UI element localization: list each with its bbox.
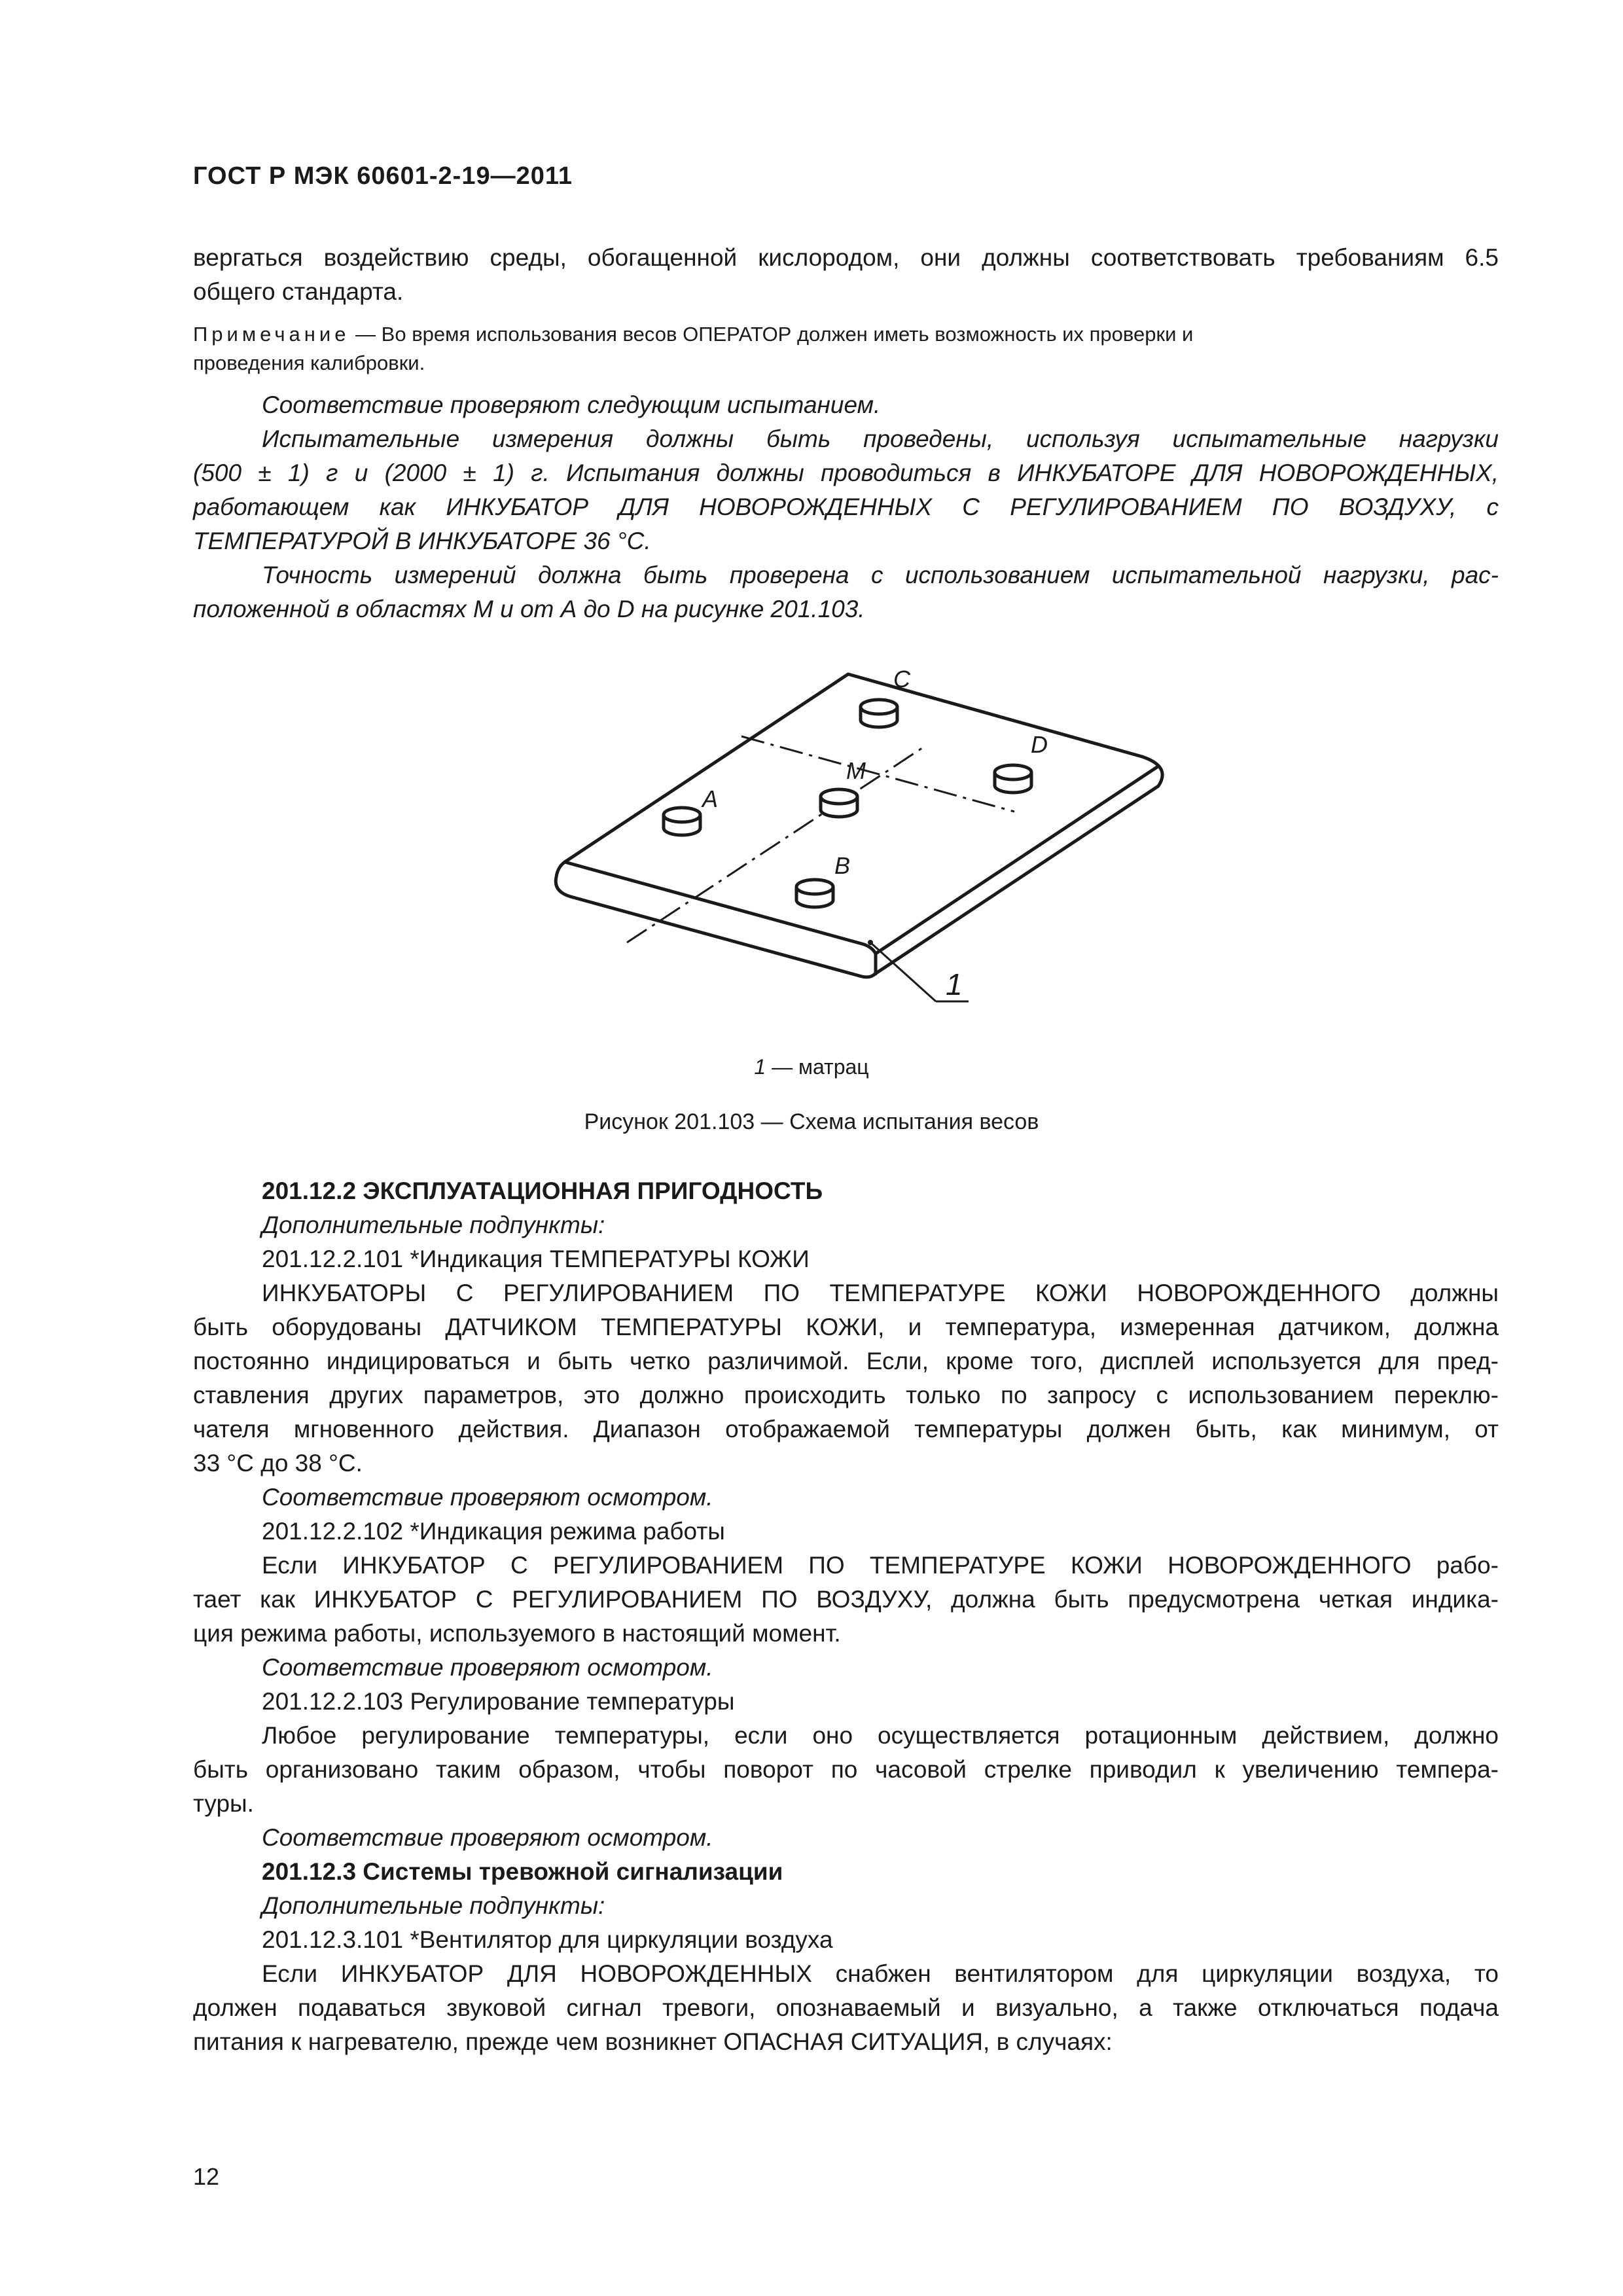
s1-q-line-2: тает как ИНКУБАТОР С РЕГУЛИРОВАНИЕМ ПО ВОЗДУХУ, должна быть предусмотрена четкая индика- [193,1586,1499,1613]
scale-test-figure [517,651,1211,1050]
s1-item-103-title: 201.12.2.103 Регулирование температуры [262,1688,735,1715]
section-heading-201-12-3: 201.12.3 Системы тревожной сигнализации [262,1858,783,1885]
s1-check-1: Соответствие проверяют осмотром. [262,1484,713,1511]
test-line-1: Соответствие проверяют следующим испытанием. [262,391,881,418]
axis-line-short [627,745,926,942]
s1-p-line-6: 33 °С до 38 °С. [193,1450,363,1477]
s1-q-line-3: ция режима работы, используемого в настоящий момент. [193,1620,841,1647]
s1-p-line-2: быть оборудованы ДАТЧИКОМ ТЕМПЕРАТУРЫ КОЖИ, и температура, измеренная датчиком, должна [193,1314,1499,1340]
s1-r-line-1: Любое регулирование температуры, если оно осуществляется ротационным действием, должно [262,1722,1499,1749]
s1-p-line-3: постоянно индицироваться и быть четко различимой. Если, кроме того, дисплей используется для пред- [193,1348,1499,1374]
label-m: M [846,757,866,784]
s1-p-line-1: ИНКУБАТОРЫ С РЕГУЛИРОВАНИЕМ ПО ТЕМПЕРАТУРЕ КОЖИ НОВОРОЖДЕННОГО должны [262,1280,1499,1306]
intro-line-1: вергаться воздействию среды, обогащенной кислородом, они должны соответствовать требованиям 6.5 [193,244,1499,271]
test-line-2: Испытательные измерения должны быть проведены, используя испытательные нагрузки [262,425,1499,452]
legend-text: — матрац [766,1055,869,1079]
test-line-7: положенной в областях М и от А до D на рисунке 201.103. [193,596,865,622]
s1-p-line-4: ставления других параметров, это должно происходить только по запросу с использованием переклю- [193,1382,1499,1408]
mattress-front-edge [565,862,876,974]
s1-r-line-3: туры. [193,1790,254,1817]
note-prefix: Примечание [193,323,350,346]
note-line-1 [193,320,1499,349]
label-callout-1: 1 [946,967,963,1001]
label-a: A [702,785,719,812]
s1-check-2: Соответствие проверяют осмотром. [262,1654,713,1681]
test-line-6: Точность измерений должна быть проверена с использованием испытательной нагрузки, рас- [262,562,1499,588]
weight-d-icon [995,765,1031,793]
weight-b-icon [796,880,833,907]
legend-number: 1 [754,1055,766,1079]
weight-c-icon [861,700,897,727]
label-c: C [893,666,910,692]
s2-item-101-title: 201.12.3.101 *Вентилятор для циркуляции воздуха [262,1926,833,1953]
s1-subitems-label: Дополнительные подпункты: [262,1211,605,1238]
test-line-3: (500 ± 1) г и (2000 ± 1) г. Испытания должны проводиться в ИНКУБАТОРЕ ДЛЯ НОВОРОЖДЕННЫХ, [193,459,1499,486]
s2-t-line-3: питания к нагревателю, прежде чем возникнет ОПАСНАЯ СИТУАЦИЯ, в случаях: [193,2028,1113,2055]
note-line-2: проведения калибровки. [193,351,425,374]
label-d: D [1031,731,1048,758]
test-line-5: ТЕМПЕРАТУРОЙ В ИНКУБАТОРЕ 36 °С. [193,528,651,554]
section-heading-201-12-2: 201.12.2 ЭКСПЛУАТАЦИОННАЯ ПРИГОДНОСТЬ [262,1177,823,1204]
s1-item-101-title: 201.12.2.101 *Индикация ТЕМПЕРАТУРЫ КОЖИ [262,1246,810,1272]
note-text: — Во время использования весов ОПЕРАТОР должен иметь возможность их проверки и [349,323,1194,346]
weight-a-icon [664,808,700,835]
figure-legend [0,1055,1623,1079]
s1-check-3: Соответствие проверяют осмотром. [262,1824,713,1851]
label-b: B [834,852,851,879]
axis-line-long [741,736,1014,812]
s1-r-line-2: быть организовано таким образом, чтобы поворот по часовой стрелке приводил к увеличению темпера- [193,1756,1499,1783]
intro-line-2: общего стандарта. [193,278,404,305]
s2-t-line-2: должен подаваться звуковой сигнал тревоги, опознаваемый и визуально, а также отключаться подача [193,1994,1499,2021]
page-number: 12 [193,2163,220,2190]
test-line-4: работающем как ИНКУБАТОР ДЛЯ НОВОРОЖДЕННЫХ С РЕГУЛИРОВАНИЕМ ПО ВОЗДУХУ, с [193,493,1499,520]
weight-m-icon [821,789,857,817]
callout-dot [868,940,873,945]
mattress-right-edge [876,767,1157,954]
s1-item-102-title: 201.12.2.102 *Индикация режима работы [262,1518,725,1545]
s1-p-line-5: чателя мгновенного действия. Диапазон отображаемой температуры должен быть, как минимум, от [193,1416,1499,1443]
figure-caption: Рисунок 201.103 — Схема испытания весов [584,1109,1039,1134]
s2-t-line-1: Если ИНКУБАТОР ДЛЯ НОВОРОЖДЕННЫХ снабжен вентилятором для циркуляции воздуха, то [262,1960,1499,1987]
s2-subitems-label: Дополнительные подпункты: [262,1892,605,1919]
s1-q-line-1: Если ИНКУБАТОР С РЕГУЛИРОВАНИЕМ ПО ТЕМПЕРАТУРЕ КОЖИ НОВОРОЖДЕННОГО рабо- [262,1552,1499,1579]
document-header-title: ГОСТ Р МЭК 60601-2-19—2011 [193,162,573,190]
